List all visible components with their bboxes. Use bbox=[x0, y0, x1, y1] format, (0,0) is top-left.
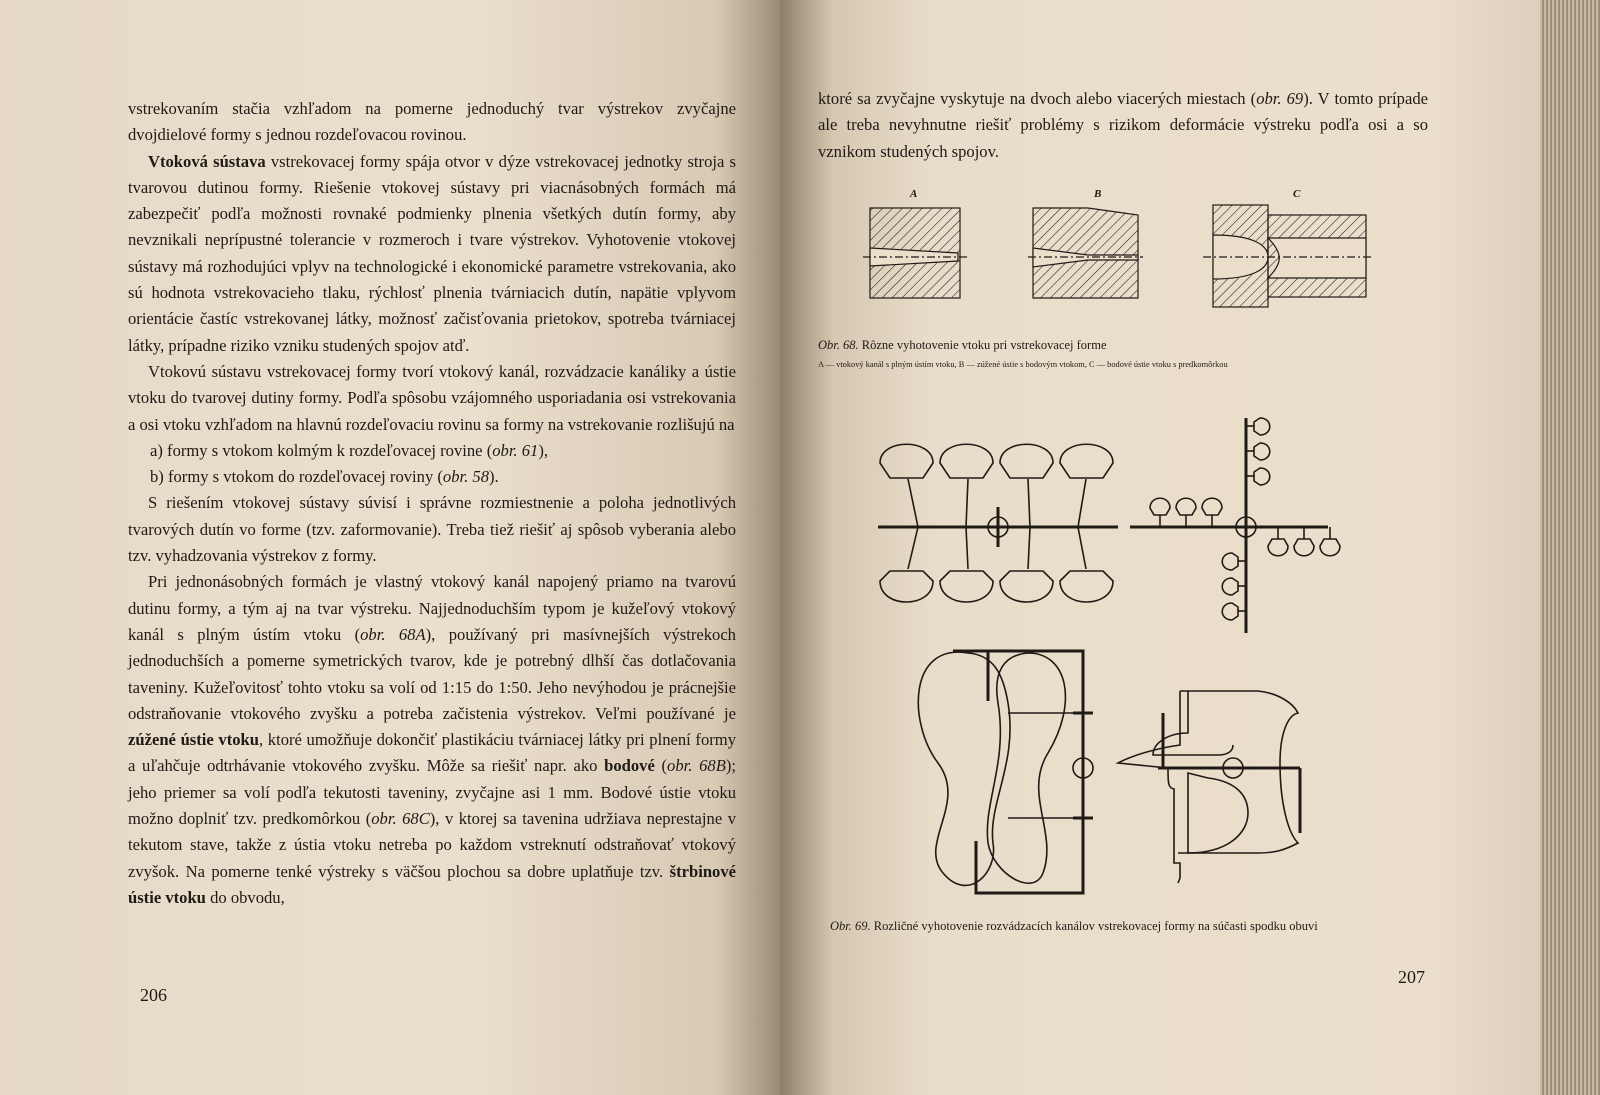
fig68-label-a: A bbox=[910, 188, 918, 200]
fig68-gate-b bbox=[1028, 208, 1143, 298]
figure-69-runner-layouts bbox=[868, 403, 1378, 908]
list-item: b) formy s vtokom do rozdeľovacej roviny (obr. 58). bbox=[150, 467, 499, 487]
fig68-gate-c bbox=[1203, 205, 1373, 307]
left-page-text bbox=[128, 96, 736, 911]
fig68-gate-a bbox=[863, 208, 968, 298]
left-page bbox=[0, 0, 780, 1095]
fig69-small-cavities bbox=[1130, 418, 1340, 633]
figure-68-subcaption: A — vtokový kanál s plným ústím vtoku, B — zúžené ústie s bodovým vtokom, C — bodové ústie vtoku s predkomôrkou bbox=[818, 360, 1228, 369]
paragraph: ktoré sa zvyčajne vyskytuje na dvoch alebo viacerých miestach (obr. 69). V tomto prípade ale treba nevyhnutne riešiť problémy s rizikom deformácie výstreku podľa osi a so vznikom studených spojov. bbox=[818, 89, 1428, 161]
page-number: 206 bbox=[140, 985, 167, 1005]
paragraph: S riešením vtokovej sústavy súvisí i správne rozmiestnenie a poloha jednotlivých tvarových dutín vo forme (tzv. zaformovanie). Treba tiež riešiť aj spôsob vyberania alebo tzv. vyhadzovania výstrekov z formy. bbox=[128, 493, 736, 566]
paragraph: Pri jednonásobných formách je vlastný vtokový kanál napojený priamo na tvarovú dutinu formy, a tým aj na tvar výstreku. Najjednoduchším typom je kužeľový vtokový kanál s plným ústím vtoku (obr. 68A), používaný pri masívnejších výstrekoch jednoduchších a pomerne symetrických tvarov, kde je potrebný dlhší čas dotlačovania taveniny. Kužeľovitosť tohto vtoku sa volí od 1:15 do 1:50. Jeho nevýhodou je prácnejšie odstraňovanie vtokového zvyšku a potreba začistenia výstrekov. Veľmi používané je zúžené ústie vtoku, ktoré umožňuje dokončiť plastikáciu tvárniacej látky pri plnení formy a uľahčuje odtrhávanie vtokového zvyšku. Môže sa riešiť napr. ako bodové (obr. 68B); jeho priemer sa volí podľa tekutosti taveniny, zvyčajne asi 1 mm. Bodové ústie vtoku možno doplniť tzv. predkomôrkou (obr. 68C), v ktorej sa tavenina udržiava neprestajne v tekutom stave, takže z ústia vtoku netreba po každom vstreknutí odstraňovať vtokový zvyšok. Na pomerne tenké výstreky s väčšou plochou sa dobre uplatňuje tzv. štrbinové ústie vtoku do obvodu, bbox=[128, 572, 736, 907]
fig68-label-c: C bbox=[1293, 188, 1301, 200]
figure-68-caption: Obr. 68. Rôzne vyhotovenie vtoku pri vstrekovacej forme bbox=[818, 338, 1107, 352]
fig68-label-b: B bbox=[1094, 188, 1102, 200]
fig69-heel-part bbox=[1118, 691, 1300, 883]
fig69-sole-cavities bbox=[918, 651, 1093, 893]
paragraph: Vtoková sústava vstrekovacej formy spája otvor v dýze vstrekovacej jednotky stroja s tvarovou dutinou formy. Riešenie vtokovej sústavy pri viacnásobných formách má zabezpečiť podľa možnosti rovnaké podmienky plnenia všetkých dutín formy, aby nevznikali neprípustné tolerancie v rozmeroch i tvare výstrekov. Vyhotovenie vtokovej sústavy má rozhodujúci vplyv na technologické i ekonomické parametre vstrekovania, ako sú hodnota vstrekovacieho tlaku, rýchlosť plnenia tvárniacich dutín, napätie vplyvom orientácie častíc vstrekovanej látky, možnosť začisťovania prietokov, spotreba tvárniacej látky, prípadne riziko vzniku studených spojov atď. bbox=[128, 151, 736, 355]
fig69-heel-cavities bbox=[878, 444, 1118, 602]
figure-68-gate-types bbox=[858, 183, 1378, 313]
paragraph: Vtokovú sústavu vstrekovacej formy tvorí vtokový kanál, rozvádzacie kanáliky a ústie vtoku do tvarovej dutiny formy. Podľa spôsobu vzájomného usporiadania osi vstrekovania a osi vtoku vzhľadom na hlavnú rozdeľovaciu rovinu sa formy na vstrekovanie rozlišujú na bbox=[128, 361, 736, 434]
page-number: 207 bbox=[1398, 967, 1425, 987]
list-item: a) formy s vtokom kolmým k rozdeľovacej rovine (obr. 61), bbox=[150, 440, 549, 460]
right-page-text bbox=[818, 86, 1428, 165]
book-page-edges bbox=[1540, 0, 1600, 1095]
figure-69-caption: Obr. 69. Rozličné vyhotovenie rozvádzacích kanálov vstrekovacej formy na súčasti spodku obuvi bbox=[830, 919, 1318, 933]
paragraph: vstrekovaním stačia vzhľadom na pomerne jednoduchý tvar výstrekov zvyčajne dvojdielové formy s jednou rozdeľovacou rovinou. bbox=[128, 99, 736, 145]
